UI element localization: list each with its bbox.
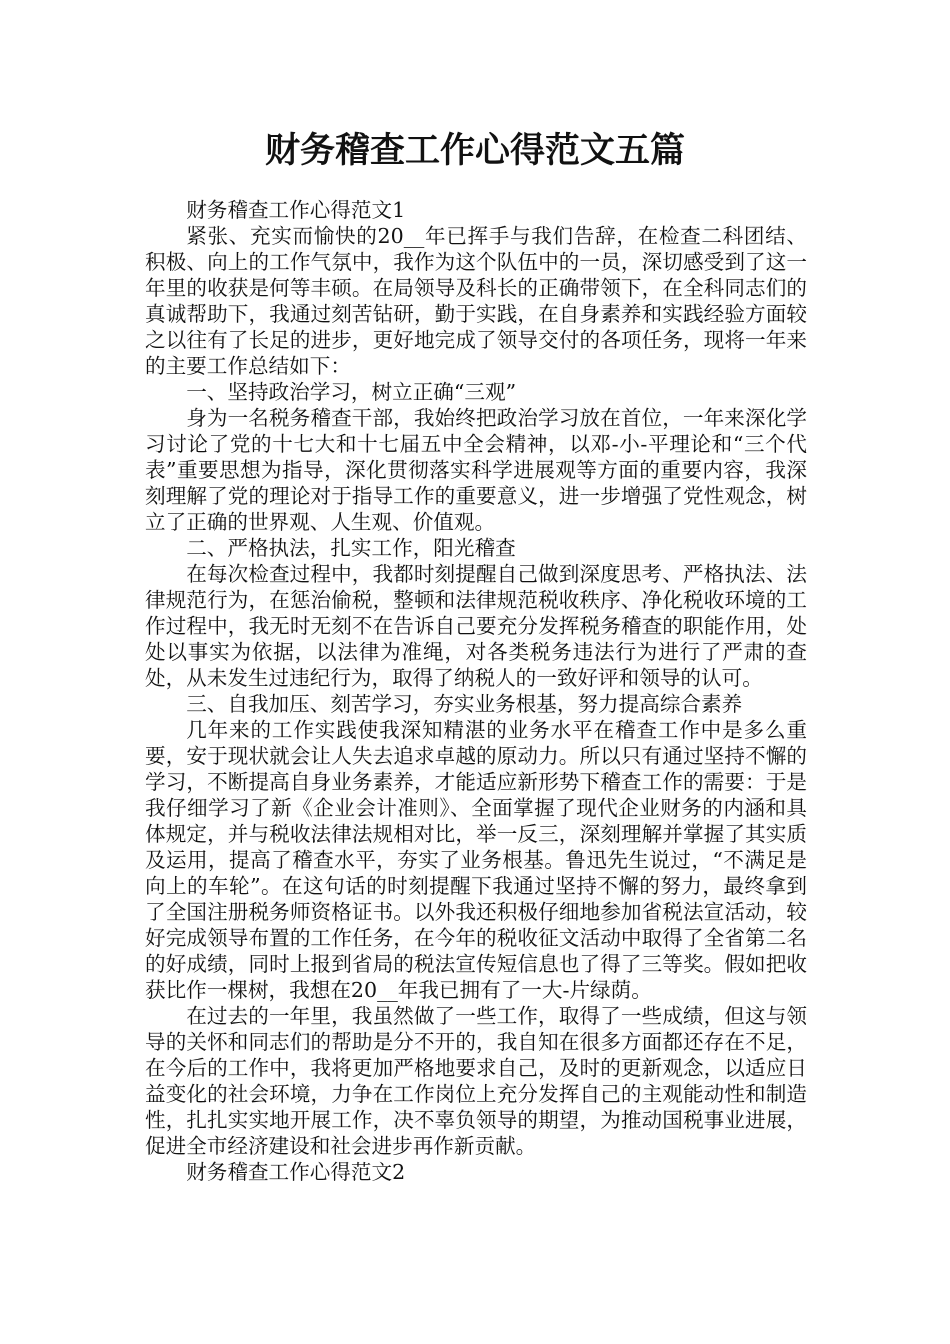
subheading-self-study: 三、自我加压、刻苦学习，夯实业务根基，努力提高综合素养 bbox=[186, 692, 743, 716]
paragraph-self-study: 几年来的工作实践使我深知精湛的业务水平在稽查工作中是多么重要，安于现状就会让人失去追求卓越的原动力。所以只有通过坚持不懈的学习，不断提高自身业务素养，才能适应新形势下稽查工作的需要：于是我仔细学习了新《企业会计准则》、全面掌握了现代企业财务的内涵和具体规定，并与税收法律法规相对比，举一反三，深刻理解并掌握了其实质及运用，提高了稽查水平，夯实了业务根基。鲁迅先生说过，“不满足是向上的车轮”。在这句话的时刻提醒下我通过坚持不懈的努力，最终拿到了全国注册税务师资格证书。以外我还积极仔细地参加省税法宣活动，较好完成领导布置的工作任务，在今年的税收征文活动中取得了全省第二名的好成绩，同时上报到省局的税法宣传短信息也了得了三等奖。假如把收获比作一棵树，我想在20__年我已拥有了一大-片绿荫。 bbox=[145, 718, 807, 1002]
subheading-law-enforcement: 二、严格执法，扎实工作，阳光稽查 bbox=[186, 536, 516, 560]
paragraph-conclusion: 在过去的一年里，我虽然做了一些工作，取得了一些成绩，但这与领导的关怀和同志们的帮助是分不开的，我自知在很多方面都还存在不足，在今后的工作中，我将更加严格地要求自己，及时的更新观念，以适应日益变化的社会环境，力争在工作岗位上充分发挥自己的主观能动性和制造性，扎扎实实地开展工作，决不辜负领导的期望，为推动国税事业进展，促进全市经济建设和社会进步再作新贡献。 bbox=[145, 1004, 807, 1158]
paragraph-law-enforcement: 在每次检查过程中，我都时刻提醒自己做到深度思考、严格执法、法律规范行为，在惩治偷税，整顿和法律规范税收秩序、净化税收环境的工作过程中，我无时无刻不在告诉自己要充分发挥税务稽查的职能作用，处处以事实为依据，以法律为准绳，对各类税务违法行为进行了严肃的查处，从未发生过违纪行为，取得了纳税人的一致好评和领导的认可。 bbox=[145, 562, 807, 690]
paragraph-political-study: 身为一名税务稽查干部，我始终把政治学习放在首位，一年来深化学习讨论了党的十七大和十七届五中全会精神，以邓-小-平理论和“三个代表”重要思想为指导，深化贯彻落实科学进展观等方面的重要内容，我深刻理解了党的理论对于指导工作的重要意义，进一步增强了党性观念，树立了正确的世界观、人生观、价值观。 bbox=[145, 406, 807, 534]
document-title: 财务稽查工作心得范文五篇 bbox=[264, 131, 685, 171]
section-heading-1: 财务稽查工作心得范文1 bbox=[186, 198, 406, 222]
section-heading-2: 财务稽查工作心得范文2 bbox=[186, 1160, 406, 1184]
document-body bbox=[145, 197, 807, 1185]
intro-paragraph: 紧张、充实而愉快的20__年已挥手与我们告辞，在检查二科团结、积极、向上的工作气氛中，我作为这个队伍中的一员，深切感受到了这一年里的收获是何等丰硕。在局领导及科长的正确带领下，在全科同志们的真诚帮助下，我通过刻苦钻研，勤于实践，在自身素养和实践经验方面较之以往有了长足的进步，更好地完成了领导交付的各项任务，现将一年来的主要工作总结如下： bbox=[145, 224, 807, 378]
subheading-political-study: 一、坚持政治学习，树立正确“三观” bbox=[186, 380, 517, 404]
